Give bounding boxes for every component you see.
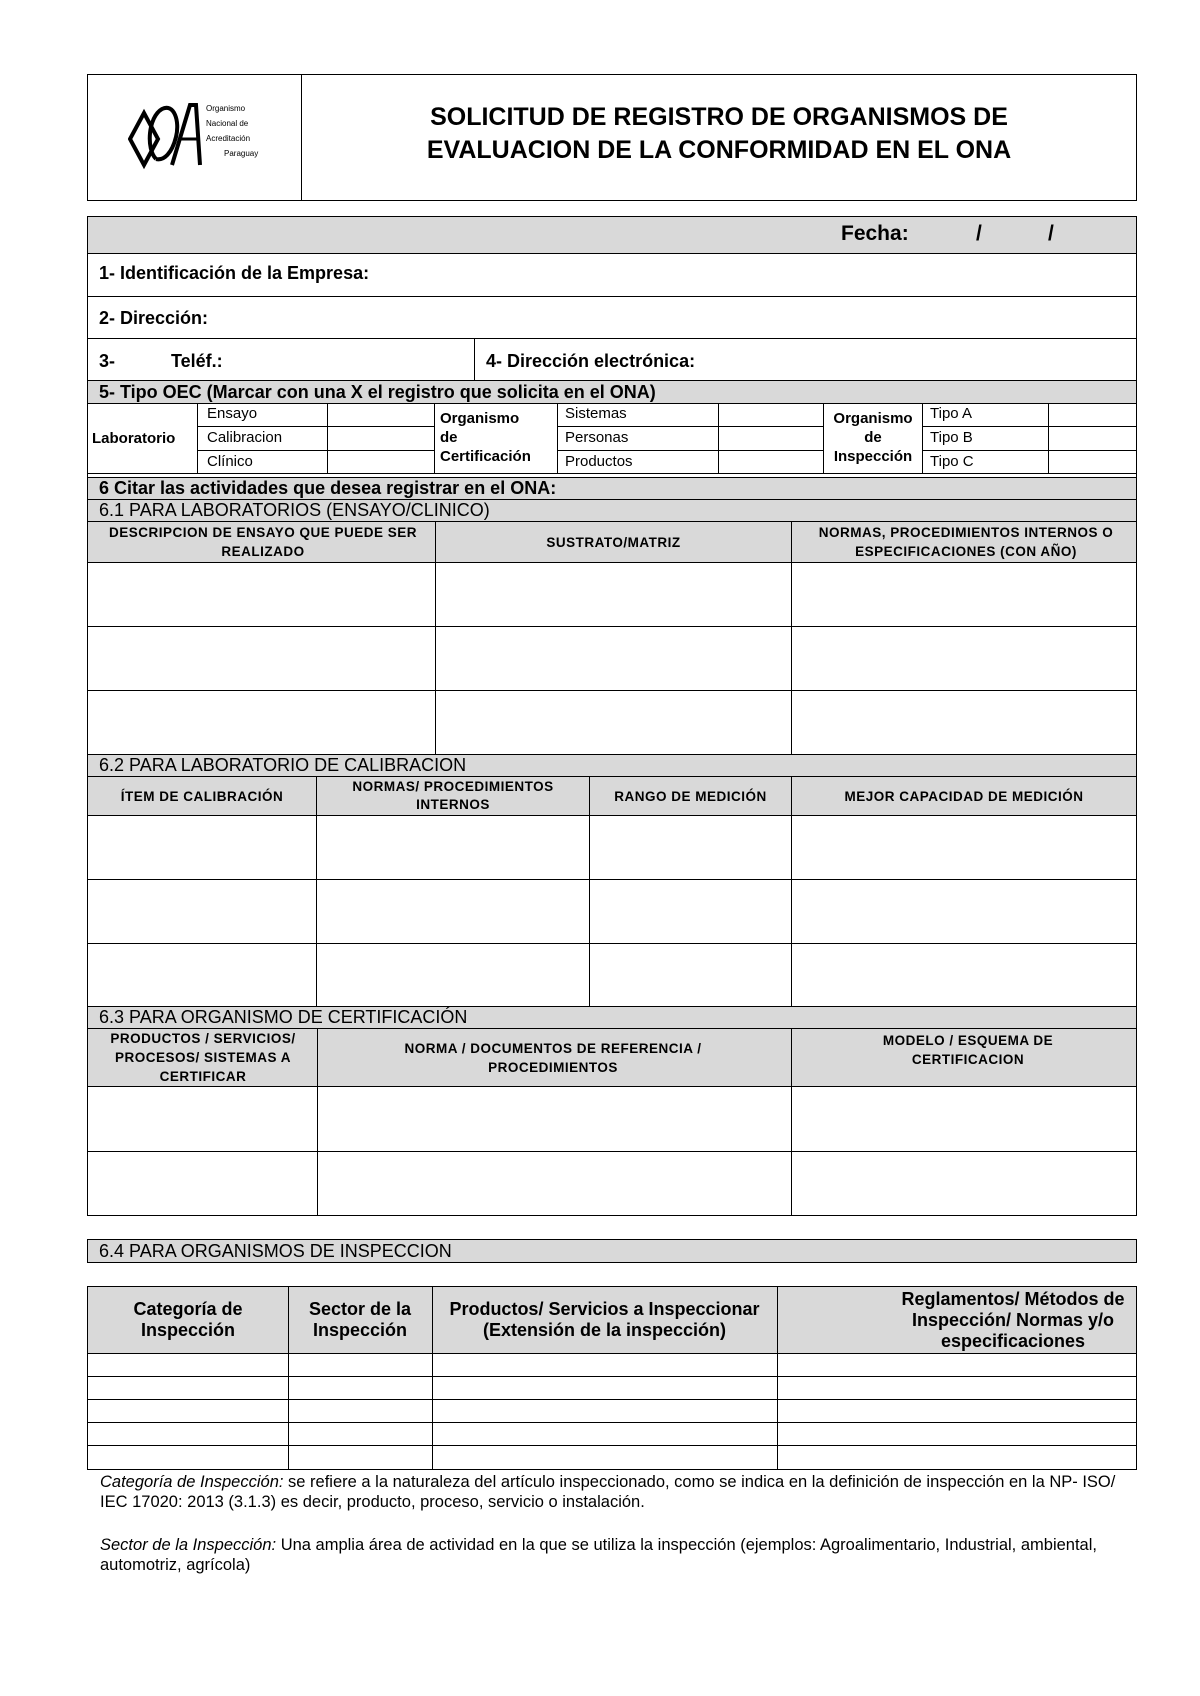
s64-header-sector: Sector de la Inspección [308,1299,412,1340]
empresa-label: 1- Identificación de la Empresa: [99,263,370,283]
s64-row[interactable] [88,1354,1136,1376]
s62-row[interactable] [88,880,1136,943]
note-categoria [100,1472,1135,1512]
logo-line-1: Organismo [206,104,246,113]
option-calibracion: Calibracion [207,429,283,446]
certificacion-label-2: de [440,429,458,446]
s61-header-descripcion: DESCRIPCION DE ENSAYO QUE PUEDE SER REALIZADO [108,525,418,559]
s61-table [87,521,1137,755]
s64-header-categoria: Categoría de Inspección [133,1299,243,1340]
s64-title-row [87,1239,1137,1263]
certificacion-label-3: Certificación [440,448,531,465]
s61-row[interactable] [88,691,1136,754]
checkbox-ensayo[interactable] [328,403,434,426]
checkbox-tipo-a[interactable] [1049,403,1136,426]
checkbox-productos[interactable] [719,451,823,473]
s63-row[interactable] [88,1087,1136,1151]
s63-header-productos: PRODUCTOS / SERVICIOS/ PROCESOS/ SISTEMAS A CERTIFICAR [110,1031,296,1084]
s62-title: 6.2 PARA LABORATORIO DE CALIBRACION [99,755,467,775]
page-title-line-1: SOLICITUD DE REGISTRO DE ORGANISMOS DE [430,103,1008,131]
s62-row[interactable] [88,944,1136,1006]
s64-row[interactable] [88,1423,1136,1445]
logo-line-2: Nacional de [206,119,249,128]
telefono-label: Teléf.: [171,351,223,371]
s62-row[interactable] [88,816,1136,879]
s61-row[interactable] [88,627,1136,690]
s64-row[interactable] [88,1400,1136,1422]
option-tipo-b: Tipo B [930,429,973,446]
s64-title: 6.4 PARA ORGANISMOS DE INSPECCION [99,1241,452,1261]
fecha-separator: / [1048,222,1054,245]
logo-line-3: Acreditación [206,134,251,143]
item6-label: 6 Citar las actividades que desea registrar en el ONA: [99,478,557,498]
s63-title: 6.3 PARA ORGANISMO DE CERTIFICACIÓN [99,1007,468,1027]
s63-table [87,1028,1137,1216]
checkbox-calibracion[interactable] [328,427,434,450]
ona-logo [128,99,278,173]
ona-logo-icon [128,99,208,173]
note-categoria-text: se refiere a la naturaleza del artículo inspeccionado, como se indica en la definición de inspección en la NP- ISO/ IEC 17020: 2013 (3.1.3) es decir, producto, proceso, servicio o instalación. [100,1473,1116,1511]
s61-header-normas: NORMAS, PROCEDIMIENTOS INTERNOS O ESPECIFICACIONES (CON AÑO) [818,525,1114,559]
s63-title-row [87,1006,1137,1029]
form-top [87,216,1137,478]
s64-header-productos: Productos/ Servicios a Inspeccionar (Extensión de la inspección) [449,1299,760,1340]
option-clinico: Clínico [207,453,253,470]
header-box [87,74,1137,201]
s61-row[interactable] [88,563,1136,626]
checkbox-clinico[interactable] [328,451,434,473]
s64-header-reglamentos: Reglamentos/ Métodos de Inspección/ Normas y/o especificaciones [901,1288,1125,1351]
s62-header-capacidad: MEJOR CAPACIDAD DE MEDICIÓN [844,788,1084,804]
s62-table [87,776,1137,1007]
s63-header-norma: NORMA / DOCUMENTOS DE REFERENCIA / PROCEDIMIENTOS [404,1040,702,1075]
email-label: 4- Dirección electrónica: [486,351,696,371]
note-sector [100,1535,1135,1575]
fecha-separator: / [976,222,982,245]
s64-table [87,1286,1137,1470]
option-productos: Productos [565,453,633,470]
note-sector-text: Una amplia área de actividad en la que se utiliza la inspección (ejemplos: Agroalimentario, Industrial, ambiental, automotriz, agrícola) [100,1536,1097,1574]
option-tipo-c: Tipo C [930,453,974,470]
s62-header-rango: RANGO DE MEDICIÓN [614,788,767,804]
s63-row[interactable] [88,1152,1136,1215]
note-categoria-term: Categoría de Inspección: [100,1473,284,1491]
tipo-oec-grid [88,403,1136,473]
laboratorio-label: Laboratorio [92,429,176,447]
s62-header-item: ÍTEM DE CALIBRACIÓN [120,788,284,804]
s61-title: 6.1 PARA LABORATORIOS (ENSAYO/CLINICO) [99,500,490,520]
telefono-number: 3- [99,351,116,371]
tipo-oec-label: 5- Tipo OEC (Marcar con una X el registro que solicita en el ONA) [99,382,656,402]
s62-header-normas: NORMAS/ PROCEDIMIENTOS INTERNOS [352,779,554,812]
option-personas: Personas [565,429,629,446]
s63-header-modelo: MODELO / ESQUEMA DE CERTIFICACION [882,1033,1054,1067]
certificacion-label-1: Organismo [440,410,520,427]
s64-row[interactable] [88,1446,1136,1469]
checkbox-tipo-b[interactable] [1049,427,1136,450]
item6-row [87,477,1137,500]
direccion-label: 2- Dirección: [99,308,209,328]
checkbox-tipo-c[interactable] [1049,451,1136,473]
inspeccion-label-2: de [864,429,882,446]
s62-title-row [87,754,1137,777]
checkbox-sistemas[interactable] [719,403,823,426]
inspeccion-label-1: Organismo [833,410,913,427]
inspeccion-label-3: Inspección [833,448,913,465]
fecha-label: Fecha: [841,222,909,245]
option-ensayo: Ensayo [207,405,258,422]
s61-title-row [87,499,1137,522]
s61-header-sustrato: SUSTRATO/MATRIZ [546,534,681,550]
page-title-line-2: EVALUACION DE LA CONFORMIDAD EN EL ONA [426,136,1012,164]
logo-line-4: Paraguay [224,149,259,158]
option-tipo-a: Tipo A [930,405,972,422]
option-sistemas: Sistemas [565,405,627,422]
checkbox-personas[interactable] [719,427,823,450]
s64-row[interactable] [88,1377,1136,1399]
note-sector-term: Sector de la Inspección: [100,1536,277,1554]
